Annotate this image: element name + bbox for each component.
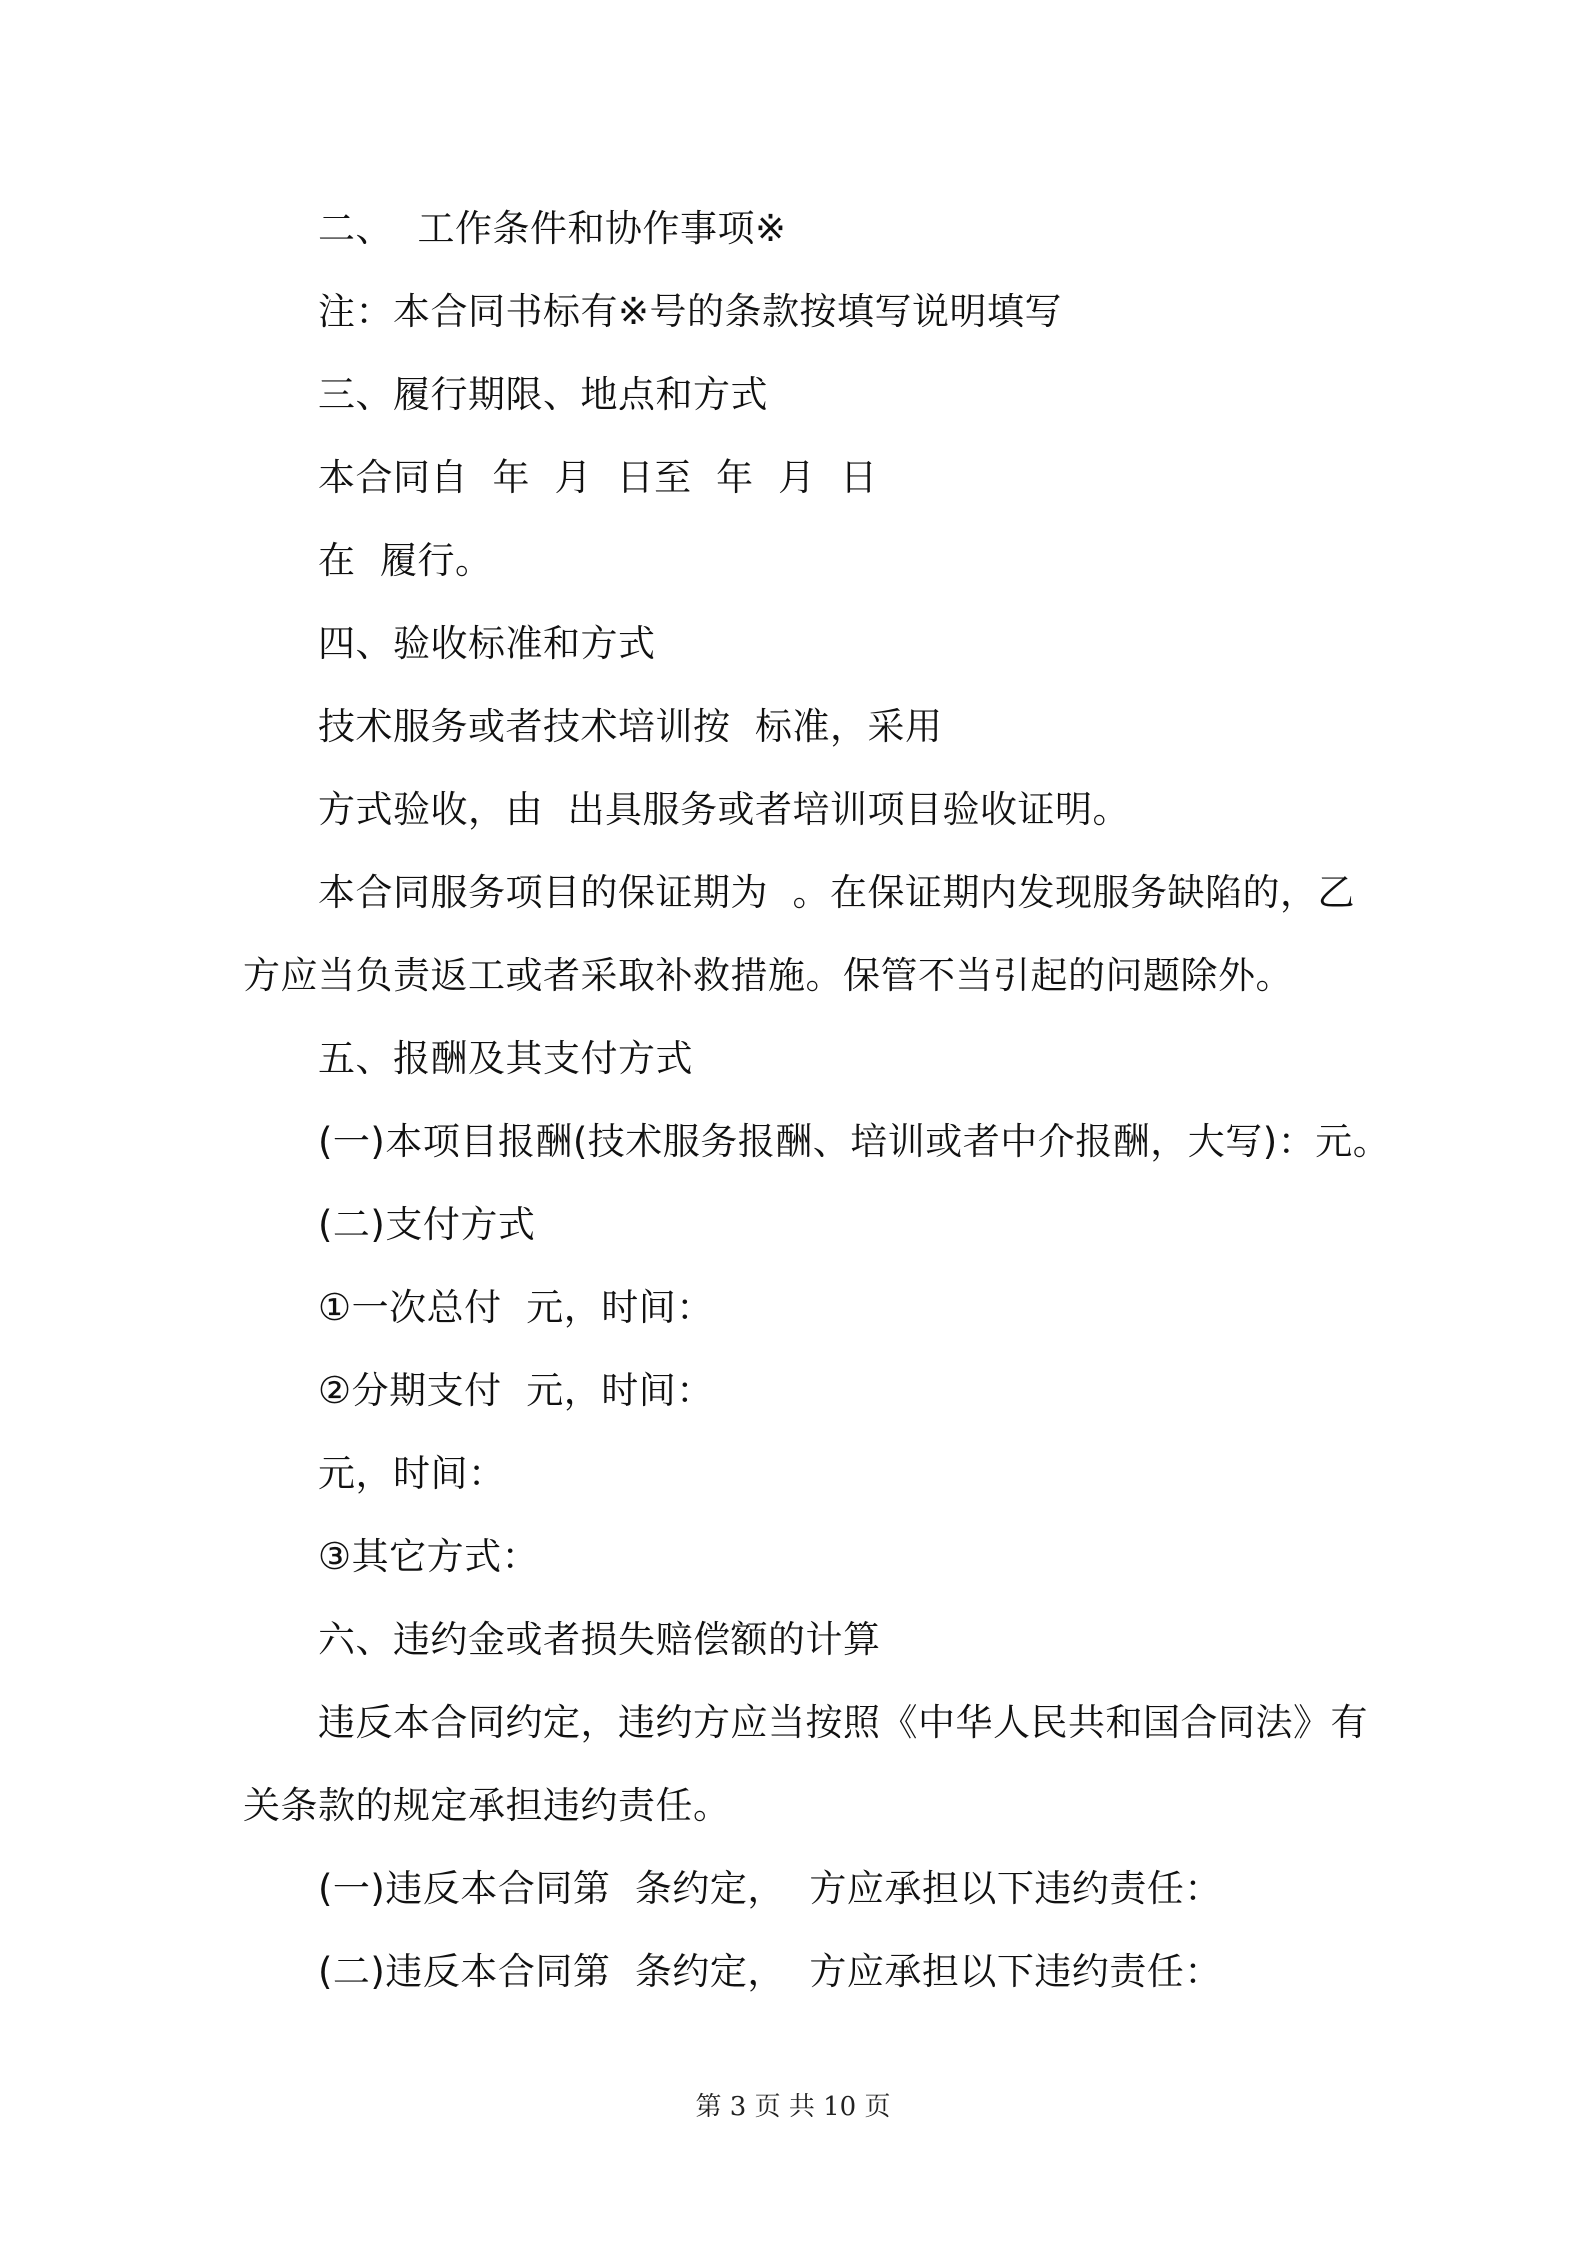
breach-clause-2-line: (二)违反本合同第 条约定， 方应承担以下违约责任： bbox=[318, 1950, 1222, 1993]
breach-paragraph-line-2: 关条款的规定承担违约责任。 bbox=[243, 1784, 731, 1827]
section-heading-5: 五、报酬及其支付方式 bbox=[318, 1037, 693, 1080]
remuneration-line: (一)本项目报酬(技术服务报酬、培训或者中介报酬，大写)：元。 bbox=[318, 1120, 1391, 1163]
section-heading-4: 四、验收标准和方式 bbox=[318, 622, 656, 665]
note-line: 注：本合同书标有※号的条款按填写说明填写 bbox=[318, 290, 1063, 333]
breach-paragraph-line-1: 违反本合同约定，违约方应当按照《中华人民共和国合同法》有 bbox=[318, 1701, 1368, 1744]
page-number-footer: 第 3 页 共 10 页 bbox=[695, 2092, 891, 2122]
installment-payment-line: ②分期支付 元，时间： bbox=[318, 1369, 714, 1412]
performance-place-line: 在 履行。 bbox=[318, 539, 493, 582]
installment-amount-line: 元，时间： bbox=[318, 1452, 506, 1495]
lump-sum-payment-line: ①一次总付 元，时间： bbox=[318, 1286, 714, 1329]
contract-period-line: 本合同自 年 月 日至 年 月 日 bbox=[318, 456, 878, 499]
section-heading-2: 二、 工作条件和协作事项※ bbox=[318, 207, 787, 250]
warranty-paragraph-line-2: 方应当负责返工或者采取补救措施。保管不当引起的问题除外。 bbox=[243, 954, 1293, 997]
section-heading-3: 三、履行期限、地点和方式 bbox=[318, 373, 768, 416]
acceptance-standard-line: 技术服务或者技术培训按 标准，采用 bbox=[318, 705, 943, 748]
other-payment-line: ③其它方式： bbox=[318, 1535, 540, 1578]
acceptance-method-line: 方式验收，由 出具服务或者培训项目验收证明。 bbox=[318, 788, 1131, 831]
breach-clause-1-line: (一)违反本合同第 条约定， 方应承担以下违约责任： bbox=[318, 1867, 1222, 1910]
warranty-paragraph-line-1: 本合同服务项目的保证期为 。在保证期内发现服务缺陷的，乙 bbox=[318, 871, 1356, 914]
section-heading-6: 六、违约金或者损失赔偿额的计算 bbox=[318, 1618, 881, 1661]
payment-method-heading: (二)支付方式 bbox=[318, 1203, 536, 1246]
